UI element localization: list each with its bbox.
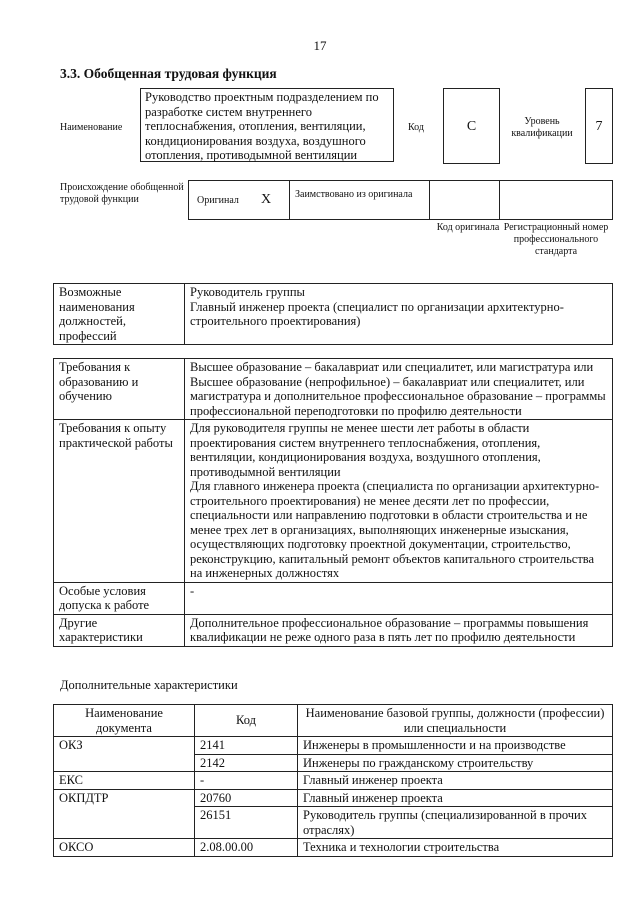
experience-label: Требования к опыту практической работы <box>54 420 185 583</box>
divider <box>429 181 430 219</box>
additional-table <box>53 704 613 857</box>
additional-title: Дополнительные характеристики <box>60 678 238 692</box>
table-row <box>54 839 613 857</box>
positions-values <box>185 284 613 345</box>
doc-cell: ОКПДТР <box>54 789 195 807</box>
doc-cell <box>54 807 195 839</box>
divider <box>289 181 290 219</box>
table-row <box>54 737 613 755</box>
table-row <box>54 807 613 839</box>
admission-value: - <box>185 582 613 614</box>
doc-cell: ОКСО <box>54 839 195 857</box>
name-cell: Руководитель группы (специализированной в прочих отраслях) <box>298 807 613 839</box>
table-row <box>54 789 613 807</box>
positions-table <box>53 283 613 345</box>
code-original-caption: Код оригинала <box>436 222 500 233</box>
code-cell: 20760 <box>195 789 298 807</box>
function-code: С <box>443 88 500 164</box>
borrowed-label: Заимствовано из оригинала <box>295 189 413 200</box>
positions-label: Возможные наименования должностей, профессий <box>54 284 185 345</box>
name-cell: Инженеры в промышленности и на производстве <box>298 737 613 755</box>
education-label: Требования к образованию и обучению <box>54 359 185 420</box>
requirement-text: Для руководителя группы не менее шести лет работы в области проектирования систем внутреннего теплоснабжения, отопления, вентиляции, кондиционирования воздуха, воздушного отопления, противодымной вентиляции <box>190 421 541 479</box>
code-cell: 2.08.00.00 <box>195 839 298 857</box>
requirements-table <box>53 358 613 647</box>
education-values <box>185 359 613 420</box>
code-cell: 2141 <box>195 737 298 755</box>
original-mark: X <box>261 192 272 207</box>
origin-box <box>188 180 613 220</box>
level-label: Уровень квалификации <box>511 116 573 139</box>
requirement-text: Для главного инженера проекта (специалиста по организации архитектурно-строительного проектирования) не менее десяти лет по профессии, специальности или направлению подготовки в области строительства и не менее трех лет в организациях, выполняющих инженерные изыскания, осуществляющих подготовку проектной документации, строительство, реконструкцию, капитальный ремонт объектов капитального строительства на инженерных должностях <box>190 479 600 580</box>
requirement-text: Высшее образование – бакалавриат или специалитет, или магистратура или <box>190 360 594 374</box>
name-cell: Главный инженер проекта <box>298 772 613 790</box>
function-name: Руководство проектным подразделением по разработке систем внутреннего теплоснабжения, отопления, вентиляции, кондиционирования воздуха, воздушного отопления, противодымной вентиляции <box>140 88 394 162</box>
doc-cell: ЕКС <box>54 772 195 790</box>
admission-label: Особые условия допуска к работе <box>54 582 185 614</box>
doc-cell <box>54 754 195 772</box>
other-label: Другие характеристики <box>54 614 185 646</box>
position-item: Главный инженер проекта (специалист по организации архитектурно-строительного проектирования) <box>190 299 564 328</box>
page-number: 17 <box>313 38 327 53</box>
doc-cell: ОКЗ <box>54 737 195 755</box>
original-label: Оригинал <box>197 195 239 206</box>
name-cell: Главный инженер проекта <box>298 789 613 807</box>
section-title: 3.3. Обобщенная трудовая функция <box>60 66 277 81</box>
name-cell: Техника и технологии строительства <box>298 839 613 857</box>
code-label: Код <box>408 122 424 133</box>
other-value: Дополнительное профессиональное образование – программы повышения квалификации не реже одного раза в пять лет по профилю деятельности <box>185 614 613 646</box>
code-cell: 26151 <box>195 807 298 839</box>
position-item: Руководитель группы <box>190 285 305 299</box>
divider <box>499 181 500 219</box>
header-code: Код <box>195 705 298 737</box>
code-cell: - <box>195 772 298 790</box>
origin-label: Происхождение обобщенной трудовой функции <box>60 182 184 205</box>
requirement-text: Высшее образование (непрофильное) – бакалавриат или специалитет, или магистратура и дополнительное профессиональное образование – программы профессиональной переподготовки по профилю деятельности <box>190 374 606 418</box>
header-name: Наименование базовой группы, должности (профессии) или специальности <box>298 705 613 737</box>
qualification-level: 7 <box>585 88 613 164</box>
table-row <box>54 754 613 772</box>
name-cell: Инженеры по гражданскому строительству <box>298 754 613 772</box>
experience-values <box>185 420 613 583</box>
reg-number-caption: Регистрационный номер профессионального стандарта <box>503 222 609 257</box>
header-doc: Наименование документа <box>54 705 195 737</box>
table-row <box>54 772 613 790</box>
name-label: Наименование <box>60 122 123 133</box>
code-cell: 2142 <box>195 754 298 772</box>
